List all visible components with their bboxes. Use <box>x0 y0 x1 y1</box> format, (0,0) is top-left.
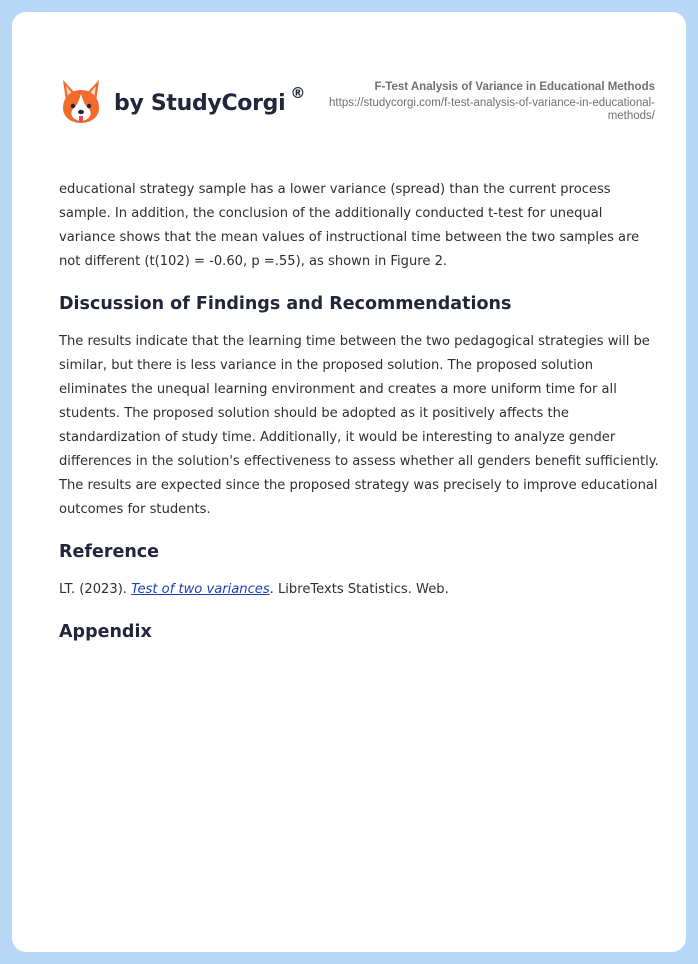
intro-paragraph: educational strategy sample has a lower variance (spread) than the current process sample. In addition, the conclusion of the additionally conducted t-test for unequal variance shows that the mean values of instructional time between the two samples are not different (t(102) = -0.60, p =.55), as shown in Figure 2. <box>59 182 640 269</box>
document-url[interactable]: https://studycorgi.com/f-test-analysis-of-variance-in-educational-methods/ <box>329 97 655 122</box>
document-meta <box>325 80 655 123</box>
reference-link[interactable]: Test of two variances <box>131 582 270 597</box>
brand-name: by StudyCorgi <box>114 90 286 116</box>
reference-heading: Reference <box>59 542 160 562</box>
document-title: F-Test Analysis of Variance in Educational Methods <box>374 81 655 93</box>
reference-prefix: LT. (2023). <box>59 582 132 597</box>
page-header <box>12 12 686 152</box>
appendix-heading: Appendix <box>59 622 152 642</box>
registered-mark: ® <box>290 84 306 102</box>
reference-suffix: . LibreTexts Statistics. Web. <box>269 582 449 597</box>
document-page <box>12 12 686 952</box>
document-body <box>59 178 659 644</box>
studycorgi-logo[interactable] <box>60 76 305 126</box>
corgi-icon <box>60 78 102 124</box>
discussion-heading: Discussion of Findings and Recommendations <box>59 294 512 314</box>
reference-entry <box>59 578 659 602</box>
discussion-paragraph: The results indicate that the learning time between the two pedagogical strategies will be similar, but there is less variance in the proposed solution. The proposed solution eliminates the unequal learning environment and creates a more uniform time for all students. The proposed solution should be adopted as it positively affects the standardization of study time. Additionally, it would be interesting to analyze gender differences in the solution's effectiveness to assess whether all genders benefit sufficiently. The results are expected since the proposed strategy was precisely to improve educational outcomes for students. <box>59 334 659 517</box>
